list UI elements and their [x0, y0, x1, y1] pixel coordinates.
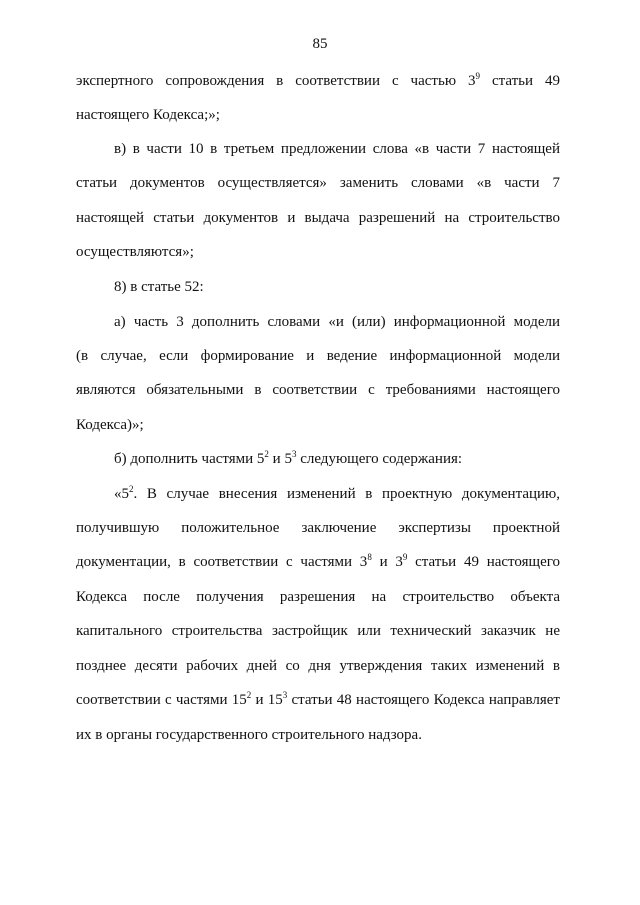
text-line: капитального строительства застройщик или технический заказчик не — [76, 623, 560, 639]
text-line: экспертного сопровождения в соответствии с частью $3^9$ статьи 49 — [76, 71, 560, 89]
paragraph-start: а) часть 3 дополнить словами «и (или) информационной модели — [114, 314, 560, 330]
text-line: получившую положительное заключение экспертизы проектной — [76, 520, 560, 536]
page-number: 85 — [312, 36, 328, 52]
text-line: настоящего Кодекса;»; — [76, 107, 220, 123]
text-line: настоящей статьи документов и выдача разрешений на строительство — [76, 210, 560, 226]
text-line: позднее десяти рабочих дней со дня утверждения таких изменений в — [76, 658, 560, 674]
text-line: Кодекса)»; — [76, 417, 144, 433]
text-line: (в случае, если формирование и ведение информационной модели — [76, 348, 560, 364]
text-line: их в органы государственного строительного надзора. — [76, 727, 422, 743]
text-line: документации, в соответствии с частями $3^8$ и $3^9$ статьи 49 настоящего — [76, 552, 561, 570]
text-line: являются обязательными в соответствии с требованиями настоящего — [76, 382, 560, 398]
text-line: осуществляются»; — [76, 244, 194, 260]
text-line: Кодекса после получения разрешения на строительство объекта — [76, 589, 560, 605]
paragraph-start: «$5^2$. В случае внесения изменений в проектную документацию, — [114, 484, 560, 502]
paragraph-start: 8) в статье 52: — [114, 279, 204, 295]
paragraph-start: в) в части 10 в третьем предложении слова «в части 7 настоящей — [114, 141, 560, 157]
paragraph-start: б) дополнить частями $5^2$ и $5^3$ следующего содержания: — [114, 449, 463, 467]
text-line: соответствии с частями $15^2$ и $15^3$ статьи 48 настоящего Кодекса направляет — [76, 690, 560, 708]
text-line: статьи документов осуществляется» заменить словами «в части 7 — [76, 175, 560, 191]
